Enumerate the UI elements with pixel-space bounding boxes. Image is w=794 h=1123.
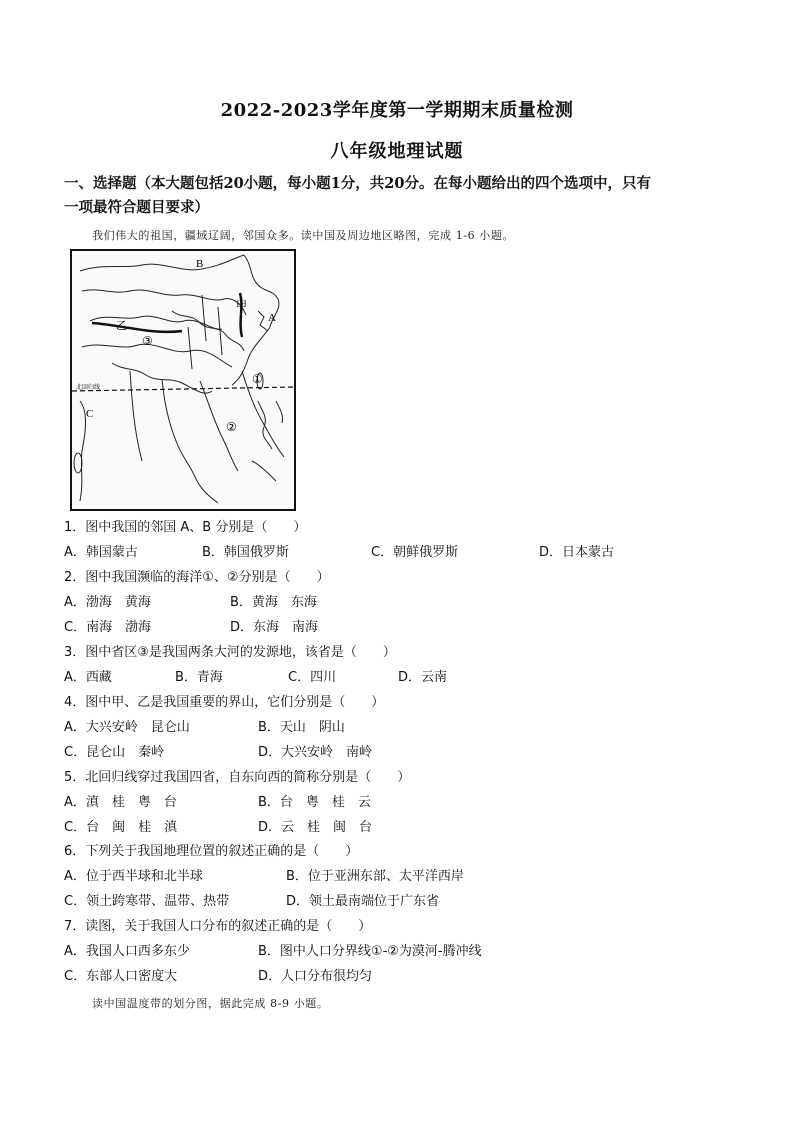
q6-option-d[interactable]: D．领土最南端位于广东省 bbox=[286, 894, 440, 909]
map-label-A: A bbox=[268, 312, 276, 324]
q1-option-d[interactable]: D．日本蒙古 bbox=[539, 545, 615, 560]
q2-option-d[interactable]: D．东海 南海 bbox=[230, 620, 319, 635]
q2-stem: 2．图中我国濒临的海洋①、②分别是（ ） bbox=[64, 570, 330, 585]
q6-option-b[interactable]: B．位于亚洲东部、太平洋西岸 bbox=[286, 869, 464, 884]
q1-option-a[interactable]: A．韩国蒙古 bbox=[64, 545, 138, 560]
section-heading-line2: 一项最符合题目要求） bbox=[64, 199, 209, 216]
map-label-c2: ② bbox=[226, 420, 237, 434]
q4-option-d[interactable]: D．大兴安岭 南岭 bbox=[258, 745, 373, 760]
q3-option-d[interactable]: D．云南 bbox=[398, 670, 448, 685]
map-label-c3: ③ bbox=[142, 334, 153, 348]
q3-option-c[interactable]: C．四川 bbox=[288, 670, 337, 685]
q3-option-b[interactable]: B．青海 bbox=[175, 670, 223, 685]
q6-option-c[interactable]: C．领土跨寒带、温带、热带 bbox=[64, 894, 230, 909]
q1-stem: 1．图中我国的邻国 A、B 分别是（ ） bbox=[64, 520, 307, 535]
map-label-C: C bbox=[86, 408, 94, 420]
map-label-B: B bbox=[196, 258, 204, 270]
exam-title: 2022-2023学年度第一学期期末质量检测 bbox=[220, 100, 574, 121]
q1-option-c[interactable]: C．朝鲜俄罗斯 bbox=[371, 545, 459, 560]
exam-subtitle: 八年级地理试题 bbox=[330, 141, 464, 162]
q5-option-b[interactable]: B．台 粤 桂 云 bbox=[258, 795, 371, 810]
q7-option-b[interactable]: B．图中人口分界线①-②为漠河-腾冲线 bbox=[258, 944, 482, 959]
china-map-figure bbox=[70, 249, 296, 511]
q2-option-a[interactable]: A．渤海 黄海 bbox=[64, 595, 151, 610]
range-yi bbox=[92, 323, 182, 332]
map-label-c1: ① bbox=[252, 372, 263, 386]
q4-stem: 4．图中甲、乙是我国重要的界山，它们分别是（ ） bbox=[64, 695, 385, 710]
q7-option-a[interactable]: A．我国人口西多东少 bbox=[64, 944, 190, 959]
q2-option-c[interactable]: C．南海 渤海 bbox=[64, 620, 152, 635]
map-label-yi: 乙 bbox=[116, 319, 127, 332]
q5-option-d[interactable]: D．云 桂 闽 台 bbox=[258, 820, 373, 835]
q5-stem: 5．北回归线穿过我国四省，自东向西的简称分别是（ ） bbox=[64, 770, 411, 785]
q5-option-a[interactable]: A．滇 桂 粤 台 bbox=[64, 795, 177, 810]
q1-option-b[interactable]: B．韩国俄罗斯 bbox=[202, 545, 289, 560]
map-label-tropic: 北回归线 bbox=[76, 384, 101, 391]
q4-option-a[interactable]: A．大兴安岭 昆仑山 bbox=[64, 720, 190, 735]
q7-option-d[interactable]: D．人口分布很均匀 bbox=[258, 969, 373, 984]
q6-option-a[interactable]: A．位于西半球和北半球 bbox=[64, 869, 203, 884]
q3-option-a[interactable]: A．西藏 bbox=[64, 670, 112, 685]
q7-option-c[interactable]: C．东部人口密度大 bbox=[64, 969, 178, 984]
map-label-jia: 甲 bbox=[236, 299, 247, 312]
q3-stem: 3．图中省区③是我国两条大河的发源地，该省是（ ） bbox=[64, 645, 396, 660]
china-map-svg bbox=[72, 251, 294, 509]
intro-text-1: 我们伟大的祖国，疆域辽阔，邻国众多。读中国及周边地区略图，完成 1-6 小题。 bbox=[92, 229, 515, 242]
section-heading-line1: 一、选择题（本大题包括20小题，每小题1分，共20分。在每小题给出的四个选项中，只有 bbox=[64, 175, 651, 192]
q4-option-b[interactable]: B．天山 阴山 bbox=[258, 720, 345, 735]
q2-option-b[interactable]: B．黄海 东海 bbox=[230, 595, 317, 610]
q4-option-c[interactable]: C．昆仑山 秦岭 bbox=[64, 745, 165, 760]
intro-text-2: 读中国温度带的划分图，据此完成 8-9 小题。 bbox=[92, 997, 329, 1010]
q5-option-c[interactable]: C．台 闽 桂 滇 bbox=[64, 820, 178, 835]
q7-stem: 7．读图，关于我国人口分布的叙述正确的是（ ） bbox=[64, 919, 372, 934]
q6-stem: 6．下列关于我国地理位置的叙述正确的是（ ） bbox=[64, 844, 359, 859]
